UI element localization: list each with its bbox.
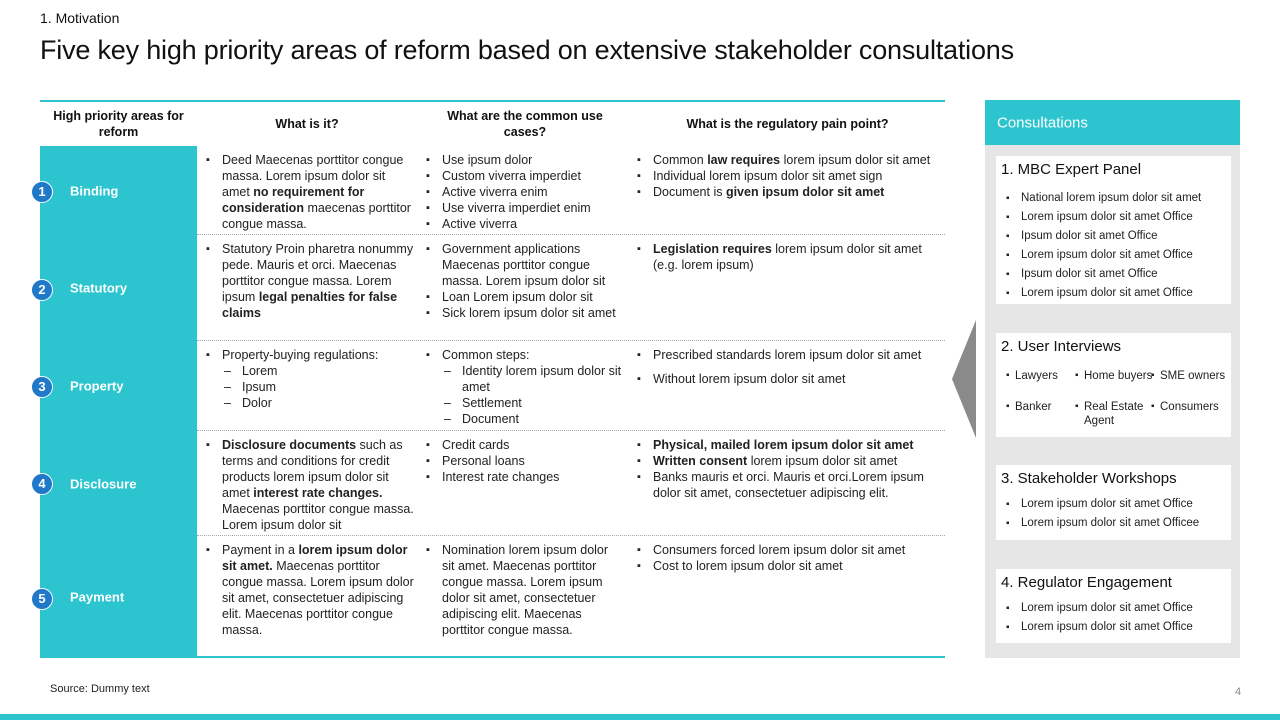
what-cell: ▪ Statutory Proin pharetra nonummy pede. Mauris et orci. Maecenas porttitor congue massa. Lorem ipsum legal penalties for false claims (202, 241, 414, 321)
page-number: 4 (1235, 686, 1242, 698)
pain-cell: ▪ Consumers forced lorem ipsum dolor sit amet ▪ Cost to lorem ipsum dolor sit amet (633, 542, 938, 574)
uses-cell: ▪ Common steps: – Identity lorem ipsum dolor sit amet – Settlement – Document (422, 347, 622, 427)
pointer-arrow-icon (952, 320, 976, 438)
pain-cell: ▪ Common law requires lorem ipsum dolor sit amet ▪ Individual lorem ipsum dolor sit amet sign ▪ Document is given ipsum dolor sit amet (633, 152, 938, 200)
number-badge-5: 5 (31, 588, 53, 610)
pain-cell: ▪ Legislation requires lorem ipsum dolor sit amet (e.g. lorem ipsum) (633, 241, 938, 273)
row-label-payment: Payment (40, 536, 197, 658)
row-label-binding: Binding (40, 146, 197, 235)
header-priority-areas: High priority areas for reform (53, 109, 184, 139)
table-row-payment (40, 536, 945, 658)
table-row-statutory (40, 235, 945, 341)
header-use-cases: What are the common use cases? (447, 109, 603, 139)
uses-cell: ▪ Use ipsum dolor ▪ Custom viverra imperdiet ▪ Active viverra enim ▪ Use viverra imperdiet enim ▪ Active viverra (422, 152, 622, 232)
section-label: 1. Motivation (40, 10, 120, 26)
number-badge-4: 4 (31, 473, 53, 495)
what-cell: ▪ Property-buying regulations: – Lorem – Ipsum – Dolor (202, 347, 414, 411)
table-row-binding (40, 146, 945, 235)
row-label-disclosure: Disclosure (40, 431, 197, 536)
row-label-statutory: Statutory (40, 235, 197, 341)
source-note: Source: Dummy text (50, 683, 150, 695)
table-row-disclosure (40, 431, 945, 536)
consultations-panel (985, 100, 1240, 658)
what-cell: ▪ Disclosure documents such as terms and conditions for credit products lorem ipsum dolor sit amet interest rate changes. Maecenas porttitor congue massa. Lorem ipsum dolor sit (202, 437, 414, 533)
header-pain-point: What is the regulatory pain point? (686, 117, 889, 131)
table-bottom-rule (40, 656, 945, 658)
what-cell: ▪ Deed Maecenas porttitor congue massa. Lorem ipsum dolor sit amet no requirement for consideration maecenas porttitor congue massa. (202, 152, 414, 232)
what-cell: ▪ Payment in a lorem ipsum dolor sit amet. Maecenas porttitor congue massa. Lorem ipsum dolor sit amet, consectetuer adipiscing elit. Maecenas porttitor congue massa. (202, 542, 414, 638)
page-title: Five key high priority areas of reform based on extensive stakeholder consultations (40, 35, 1014, 65)
pain-cell: ▪ Physical, mailed lorem ipsum dolor sit amet ▪ Written consent lorem ipsum dolor sit amet ▪ Banks mauris et orci. Mauris et orci.Lorem ipsum dolor sit amet, consectetuer adipiscing elit. (633, 437, 938, 501)
uses-cell: ▪ Credit cards ▪ Personal loans ▪ Interest rate changes (422, 437, 622, 485)
user-interviews-card: 2. User Interviews ▪ Lawyers ▪ Home buyers ▪ SME owners ▪ Banker ▪ Real Estate Agent ▪ Consumers (996, 333, 1231, 437)
number-badge-2: 2 (31, 279, 53, 301)
number-badge-1: 1 (31, 181, 53, 203)
regulator-engagement-card: 4. Regulator Engagement ▪ Lorem ipsum dolor sit amet Office ▪ Lorem ipsum dolor sit amet Office (996, 569, 1231, 643)
uses-cell: ▪ Government applications Maecenas porttitor congue massa. Lorem ipsum dolor sit ▪ Loan Lorem ipsum dolor sit ▪ Sick lorem ipsum dolor sit amet (422, 241, 622, 321)
header-what-is-it: What is it? (275, 117, 339, 131)
expert-panel-card: 1. MBC Expert Panel ▪ National lorem ipsum dolor sit amet ▪ Lorem ipsum dolor sit amet Office ▪ Ipsum dolor sit amet Office ▪ Lorem ipsum dolor sit amet Office ▪ Ipsum dolor sit amet Office ▪ Lorem ipsum dolor sit amet Office (996, 156, 1231, 304)
pain-cell: ▪ Prescribed standards lorem ipsum dolor sit amet ▪ Without lorem ipsum dolor sit amet (633, 347, 938, 387)
table-row-property (40, 341, 945, 431)
consultations-header: Consultations (985, 100, 1240, 145)
number-badge-3: 3 (31, 376, 53, 398)
bottom-accent-bar (0, 714, 1280, 720)
stakeholder-workshops-card: 3. Stakeholder Workshops ▪ Lorem ipsum dolor sit amet Office ▪ Lorem ipsum dolor sit amet Officee (996, 465, 1231, 540)
row-label-property: Property (40, 341, 197, 431)
uses-cell: ▪ Nomination lorem ipsum dolor sit amet. Maecenas porttitor congue massa. Lorem ipsum dolor sit amet, consectetuer adipiscing elit. Maecenas porttitor congue massa. (422, 542, 622, 638)
